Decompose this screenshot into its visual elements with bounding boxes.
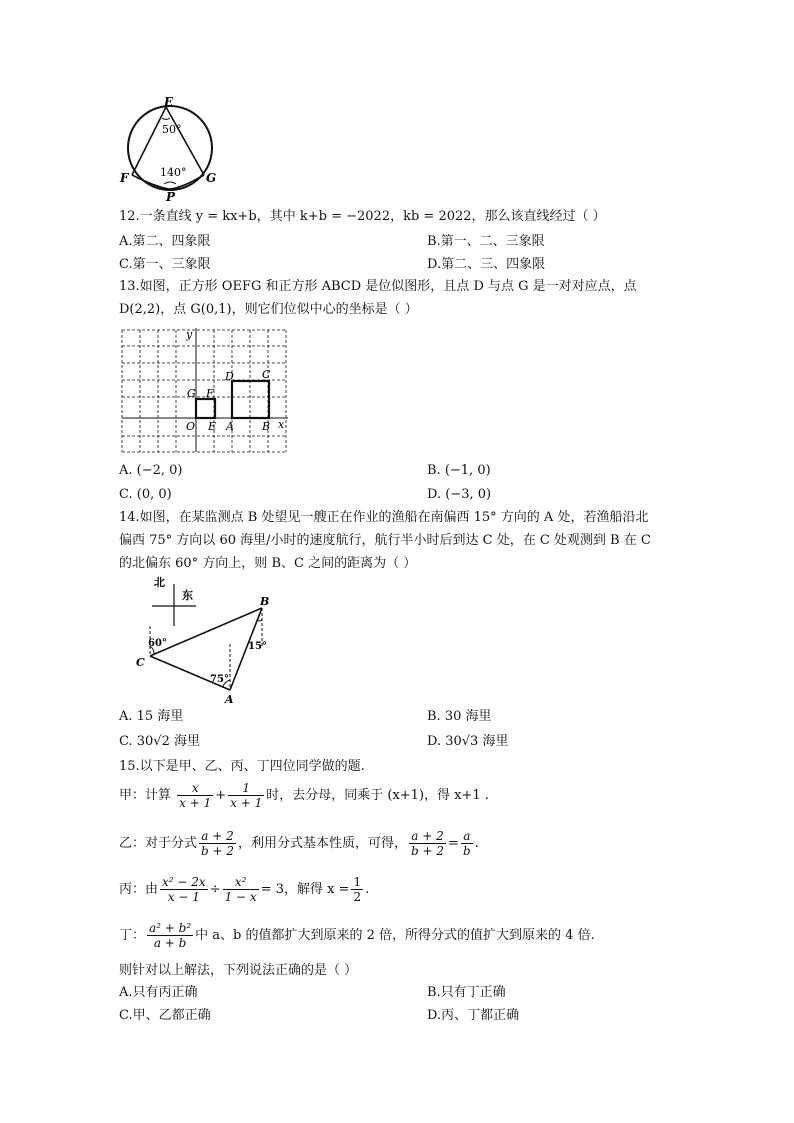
- east-label: 东: [182, 589, 193, 602]
- coordinate-grid-figure: [120, 326, 292, 454]
- bing-fraction-1: $\frac{\text{x² − 2x}}{x - 1}$: [162, 875, 206, 904]
- q15-yi: 乙：对于分式 $\frac{a + 2}{b + 2}$ ，利用分式基本性质，可得， $\frac{a + 2}{b + 2}$ = $\frac{a}{b}$ .: [119, 829, 479, 858]
- ding-prefix: 丁：: [119, 928, 146, 943]
- q12-option-d: D.第二、三、四象限: [427, 257, 546, 272]
- jia-fraction-2: $\frac{1}{x + 1}$: [230, 781, 263, 810]
- angle-15-label: 15°: [248, 641, 267, 652]
- point-g-label: G: [206, 171, 217, 185]
- q13-stem-line2: D(2,2)，点 G(0,1)，则它们位似中心的坐标是（ ）: [119, 302, 418, 317]
- yi-prefix: 乙：对于分式: [119, 836, 198, 851]
- q14-option-b: B. 30 海里: [427, 709, 492, 724]
- q15-ding: [119, 920, 595, 952]
- q14-stem-line1: 14.如图，在某监测点 B 处望见一艘正在作业的渔船在南偏西 15° 方向的 A 处，若渔船沿北: [119, 510, 649, 525]
- yi-fraction-2: $\frac{a + 2}{b + 2}$: [411, 829, 445, 858]
- jia-suffix: 时，去分母，同乘于 (x+1)，得 x+1 .: [266, 788, 489, 803]
- q15-option-b: B.只有丁正确: [427, 985, 506, 1000]
- q15-conclusion: 则针对以上解法，下列说法正确的是（ ）: [119, 963, 358, 978]
- q13-stem-line1: 13.如图，正方形 OEFG 和正方形 ABCD 是位似图形，且点 D 与点 G 是一对对应点，点: [119, 279, 637, 294]
- q15-bing: 丙：由 $\frac{\text{x² − 2x}}{x - 1}$ ÷ $\frac{\text{x²}}{1 - x}$ = 3，解得 x = $\frac{1}{2}$ .: [119, 875, 370, 904]
- bing-fraction-3: $\frac{1}{2}$: [353, 875, 362, 904]
- q12-option-b: B.第一、二、三象限: [427, 234, 545, 249]
- axis-x-label: x: [278, 418, 285, 431]
- ding-suffix: 中 a、b 的值都扩大到原来的 2 倍，所得分式的值扩大到原来的 4 倍.: [195, 928, 595, 943]
- angle-60-label: 60°: [148, 638, 167, 649]
- angle-50-label: 50°: [162, 123, 182, 136]
- point-c-label: C: [136, 656, 145, 669]
- q12-option-a: A.第二、四象限: [119, 234, 211, 249]
- q12-option-c: C.第一、三象限: [119, 257, 211, 272]
- point-a-label: A: [225, 693, 234, 706]
- point-f-label: F: [206, 387, 214, 400]
- q13-option-a: A. (−2, 0): [119, 463, 183, 478]
- point-f-label: F: [120, 171, 129, 185]
- point-e-label: E: [208, 420, 217, 433]
- point-d-label: D: [225, 370, 234, 383]
- circle-angle-figure: [118, 96, 228, 204]
- q14-option-d: D. 30√3 海里: [427, 734, 509, 749]
- q15-option-d: D.丙、丁都正确: [427, 1008, 520, 1023]
- point-c-label: C: [262, 368, 271, 381]
- bing-mid: = 3，解得 x =: [260, 882, 350, 897]
- q14-stem-line2: 偏西 75° 方向以 60 海里/小时的速度航行，航行半小时后到达 C 处，在 C 处观测到 B 在 C: [119, 533, 651, 548]
- q12-stem: 12.一条直线 y = kx+b，其中 k+b = −2022，kb = 2022，那么该直线经过（ ）: [119, 209, 606, 224]
- q15-option-c: C.甲、乙都正确: [119, 1008, 211, 1023]
- yi-mid: ，利用分式基本性质，可得，: [238, 836, 408, 851]
- q15-option-a: A.只有丙正确: [119, 985, 198, 1000]
- point-a-label: A: [226, 420, 234, 433]
- q15-jia: 甲：计算 $\frac{x}{x + 1}$ + $\frac{1}{x + 1}$ 时，去分母，同乘于 (x+1)，得 x+1 .: [119, 781, 489, 810]
- q14-stem-line3: 的北偏东 60° 方向上，则 B、C 之间的距离为（ ）: [119, 556, 417, 571]
- q13-option-c: C. (0, 0): [119, 487, 172, 502]
- angle-75-label: 75°: [210, 674, 229, 685]
- point-p-label: P: [166, 190, 176, 204]
- yi-fraction-3: $\frac{a}{b}$: [462, 829, 471, 858]
- q14-option-a: A. 15 海里: [119, 709, 184, 724]
- point-o-label: O: [186, 420, 196, 433]
- navigation-triangle-figure: [128, 576, 280, 706]
- bing-prefix: 丙：由: [119, 882, 159, 897]
- jia-fraction-1: $\frac{x}{x + 1}$: [179, 781, 212, 810]
- point-b-label: B: [260, 595, 270, 608]
- ding-fraction: $\frac{\text{a² + b²}}{a + b}$: [149, 921, 192, 950]
- q15-intro: 15.以下是甲、乙、丙、丁四位同学做的题.: [119, 759, 365, 774]
- north-label: 北: [154, 576, 165, 589]
- axis-y-label: y: [186, 328, 193, 341]
- angle-140-label: 140°: [160, 166, 187, 179]
- bing-fraction-2: $\frac{\text{x²}}{1 - x}$: [224, 875, 257, 904]
- q13-option-b: B. (−1, 0): [427, 463, 491, 478]
- point-e-label: E: [164, 96, 174, 109]
- yi-fraction-1: $\frac{a + 2}{b + 2}$: [201, 829, 235, 858]
- q14-option-c: C. 30√2 海里: [119, 734, 200, 749]
- point-g-label: G: [187, 387, 196, 400]
- q13-option-d: D. (−3, 0): [427, 487, 492, 502]
- point-b-label: B: [262, 420, 271, 433]
- jia-prefix: 甲：计算: [119, 788, 172, 803]
